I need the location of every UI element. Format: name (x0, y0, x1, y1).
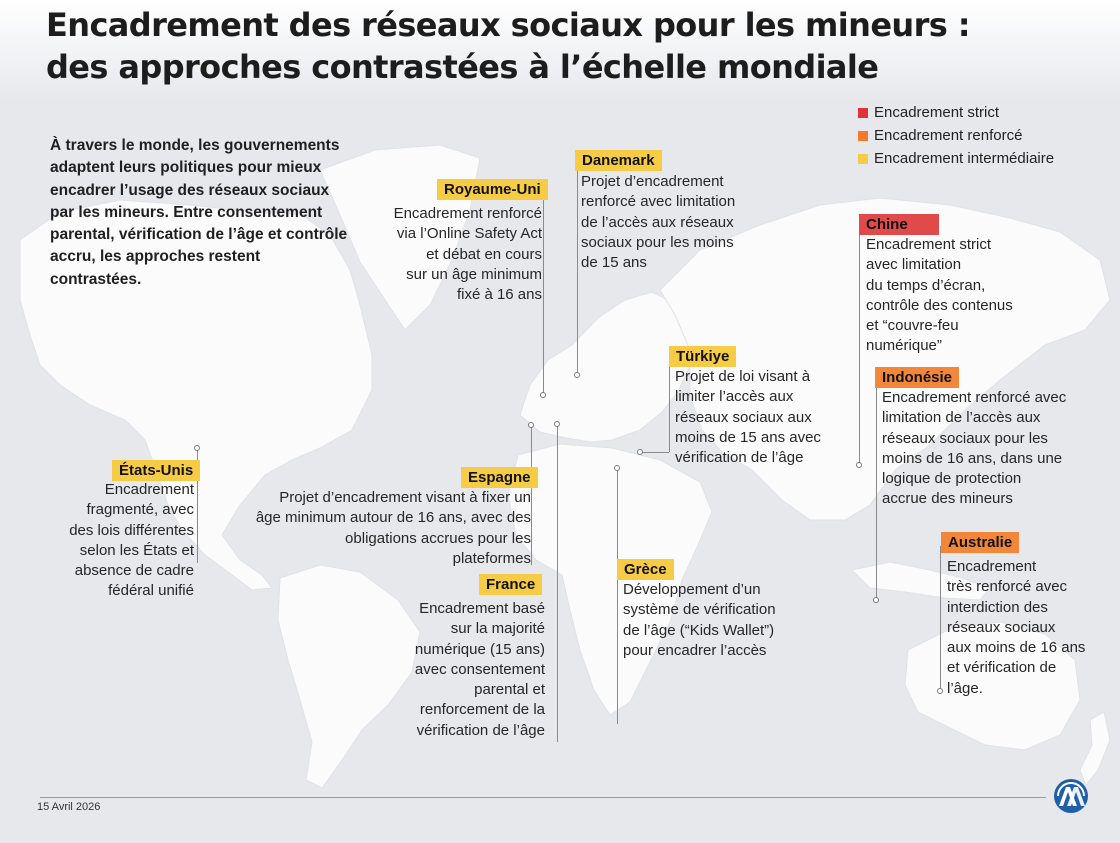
desc-australie-line: Encadrement (947, 558, 1037, 575)
location-dot-indonesie (873, 597, 879, 603)
desc-indonesie (882, 388, 1107, 510)
desc-grece-line: de l’âge (“Kids Wallet”) (623, 621, 775, 639)
desc-indonesie-line: moins de 16 ans, dans une (882, 449, 1063, 467)
tag-chine: Chine (859, 214, 939, 235)
location-dot-danemark (574, 372, 580, 378)
desc-grece-line: système de vérification (623, 601, 776, 619)
leader-line-danemark (577, 170, 578, 375)
desc-australie-line: réseaux sociaux (947, 618, 1056, 636)
desc-espagne (226, 488, 531, 569)
desc-royaume-uni-line: Encadrement renforcé (393, 205, 542, 222)
tag-australie: Australie (941, 532, 1019, 553)
desc-turkiye-line: vérification de l’âge (675, 449, 804, 467)
desc-turkiye-line: Projet de loi visant à (675, 368, 811, 385)
legend-label-intermediaire: Encadrement intermédiaire (874, 150, 1055, 167)
desc-france (385, 599, 545, 741)
desc-espagne-line: plateformes (452, 549, 531, 567)
intro-text: À travers le monde, les gouvernements adaptent leurs politiques pour mieux encadrer l’usage des réseaux sociaux par les mineurs. Entre consentement parental, vérification de l’âge et contrôle accru, les approches restent contrastées. (50, 137, 348, 288)
legend-swatch-intermediaire (858, 154, 868, 164)
desc-france-line: avec consentement (414, 660, 545, 678)
desc-chine (866, 235, 1066, 357)
legend-swatch-strict (858, 108, 868, 118)
agency-logo-icon (1053, 778, 1089, 814)
desc-australie-line: l’âge. (947, 679, 983, 697)
desc-etats-unis-line: Encadrement (104, 481, 194, 498)
location-dot-espagne (528, 422, 534, 428)
leader-line-turkiye-h (640, 452, 669, 453)
legend-label-strict: Encadrement strict (874, 104, 1000, 121)
footer-date: 15 Avril 2026 (37, 801, 101, 813)
tag-grece: Grèce (617, 559, 674, 580)
legend-label-renforce: Encadrement renforcé (874, 127, 1023, 144)
leader-line-france (557, 424, 558, 742)
title-line-2: des approches contrastées à l’échelle mondiale (46, 48, 879, 86)
tag-royaume-uni: Royaume-Uni (437, 179, 548, 200)
desc-danemark-line: de l’accès aux réseaux (581, 213, 734, 231)
desc-australie-line: très renforcé avec (947, 578, 1068, 596)
desc-turkiye (675, 367, 855, 468)
desc-chine-line: et “couvre-feu (866, 317, 959, 335)
legend-item-intermediaire (858, 147, 1054, 170)
location-dot-etats-unis (194, 445, 200, 451)
tag-turkiye: Türkiye (669, 346, 736, 367)
leader-line-chine (859, 230, 860, 465)
desc-etats-unis-line: des lois différentes (69, 521, 194, 539)
desc-grece (623, 580, 813, 661)
desc-france-line: renforcement de la (419, 701, 545, 719)
leader-line-indonesie (876, 378, 877, 600)
desc-royaume-uni-line: via l’Online Safety Act (396, 225, 542, 243)
desc-australie-line: aux moins de 16 ans (947, 639, 1086, 657)
location-dot-grece (614, 465, 620, 471)
desc-royaume-uni-line: sur un âge minimum (406, 265, 542, 283)
location-dot-chine (856, 462, 862, 468)
desc-etats-unis-line: selon les États et (79, 541, 194, 559)
leader-line-australie (940, 546, 941, 694)
desc-france-line: numérique (15 ans) (414, 640, 545, 658)
desc-turkiye-line: réseaux sociaux aux (675, 408, 812, 426)
desc-grece-line: Développement d’un (623, 581, 761, 598)
tag-indonesie: Indonésie (875, 367, 959, 388)
legend-swatch-renforce (858, 131, 868, 141)
desc-turkiye-line: moins de 15 ans avec (675, 428, 821, 446)
desc-danemark-line: sociaux pour les moins (581, 233, 734, 251)
tag-danemark: Danemark (575, 150, 662, 171)
leader-line-espagne (531, 425, 532, 565)
desc-chine-line: contrôle des contenus (866, 296, 1013, 314)
title-line-1: Encadrement des réseaux sociaux pour les mineurs : (46, 6, 970, 44)
desc-chine-line: numérique” (866, 337, 942, 355)
desc-espagne-line: âge minimum autour de 16 ans, avec des (255, 509, 531, 527)
desc-etats-unis (30, 480, 194, 602)
legend (858, 101, 1054, 170)
leader-line-royaume-uni (543, 200, 544, 395)
footer-divider (40, 797, 1046, 798)
desc-france-line: sur la majorité (450, 620, 545, 638)
legend-item-strict (858, 101, 1054, 124)
desc-indonesie-line: limitation de l’accès aux (882, 409, 1041, 427)
desc-indonesie-line: logique de protection (882, 470, 1022, 488)
desc-danemark-line: Projet d’encadrement (581, 173, 724, 190)
desc-danemark (581, 172, 781, 273)
desc-indonesie-line: accrue des mineurs (882, 490, 1013, 508)
page-title (46, 4, 970, 88)
desc-royaume-uni (342, 204, 542, 305)
desc-australie-line: interdiction des (947, 598, 1048, 616)
desc-indonesie-line: réseaux sociaux pour les (882, 429, 1048, 447)
desc-france-line: vérification de l’âge (416, 721, 545, 739)
tag-france: France (479, 574, 542, 595)
desc-australie (947, 557, 1107, 699)
desc-espagne-line: obligations accrues pour les (345, 529, 531, 547)
legend-item-renforce (858, 124, 1054, 147)
desc-danemark-line: de 15 ans (581, 254, 647, 272)
desc-france-line: Encadrement basé (419, 600, 545, 617)
location-dot-france (554, 421, 560, 427)
desc-turkiye-line: limiter l’accès aux (675, 388, 794, 406)
location-dot-australie (937, 688, 943, 694)
desc-royaume-uni-line: et débat en cours (426, 245, 542, 263)
tag-espagne: Espagne (461, 467, 538, 488)
desc-chine-line: Encadrement strict (866, 236, 992, 253)
leader-line-turkiye (669, 366, 670, 452)
desc-grece-line: pour encadrer l’accès (623, 641, 767, 659)
location-dot-turkiye (637, 449, 643, 455)
desc-chine-line: du temps d’écran, (866, 276, 986, 294)
desc-australie-line: et vérification de (947, 659, 1057, 677)
tag-etats-unis: États-Unis (112, 460, 200, 481)
desc-etats-unis-line: fragmenté, avec (86, 501, 194, 519)
desc-etats-unis-line: absence de cadre (74, 562, 194, 580)
desc-chine-line: avec limitation (866, 256, 962, 274)
desc-danemark-line: renforcé avec limitation (581, 193, 736, 211)
leader-line-grece (617, 468, 618, 724)
desc-indonesie-line: Encadrement renforcé avec (882, 389, 1067, 406)
desc-etats-unis-line: fédéral unifié (108, 582, 194, 600)
desc-royaume-uni-line: fixé à 16 ans (456, 286, 542, 304)
desc-espagne-line: Projet d’encadrement visant à fixer un (279, 489, 531, 506)
desc-france-line: parental et (474, 681, 545, 699)
location-dot-royaume-uni (540, 392, 546, 398)
